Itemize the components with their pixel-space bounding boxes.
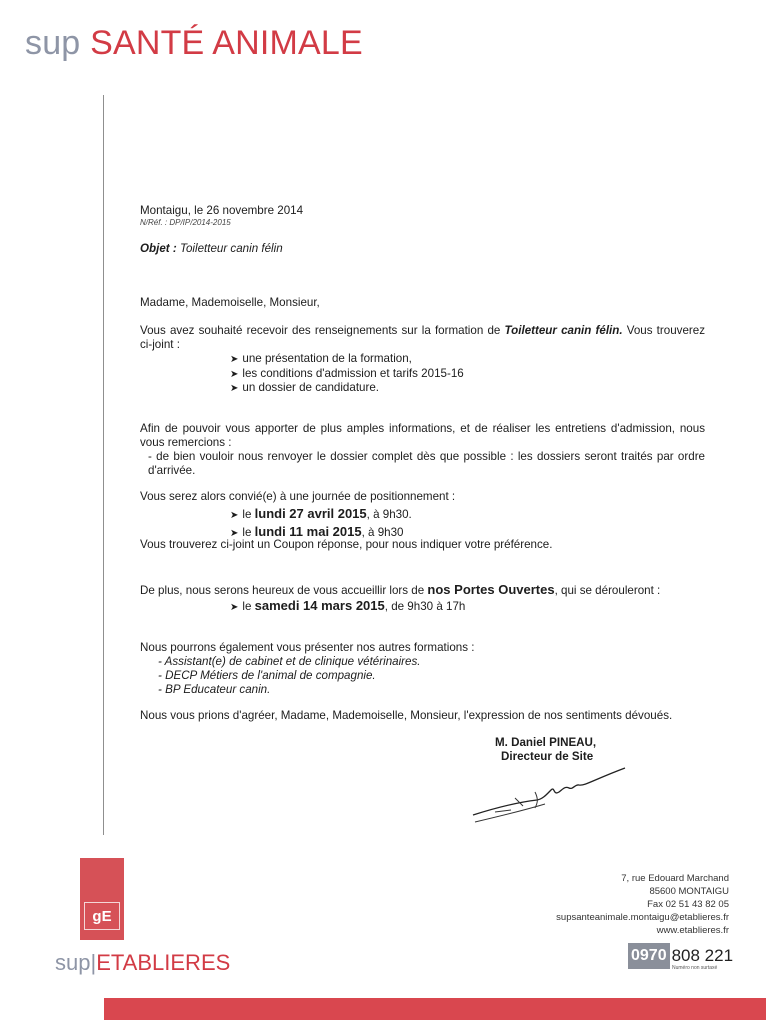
date-bold: lundi 27 avril 2015 bbox=[254, 506, 367, 521]
admission-item: - de bien vouloir nous renvoyer le dossier complet dès que possible : les dossiers seront traités par ordre d'arrivée. bbox=[148, 450, 705, 477]
object-value: Toiletteur canin félin bbox=[179, 242, 283, 255]
other-trainings-paragraph: Nous pourrons également vous présenter nos autres formations : bbox=[140, 641, 475, 654]
enclosure-item: ➤ une présentation de la formation, bbox=[230, 352, 412, 365]
footer-address bbox=[556, 872, 729, 937]
email-link[interactable]: supsanteanimale.montaigu@etablieres.fr bbox=[556, 912, 729, 923]
logo-letters: gE bbox=[84, 902, 120, 930]
signature-image bbox=[465, 760, 635, 830]
admission-paragraph: Afin de pouvoir vous apporter de plus amples informations, et de réaliser les entretiens d'admission, nous vous remercions : bbox=[140, 422, 705, 449]
signatory-name: M. Daniel PINEAU, bbox=[495, 736, 597, 749]
open-day-bold: samedi 14 mars 2015 bbox=[254, 598, 385, 613]
arrow-icon: ➤ bbox=[230, 602, 239, 613]
phone-prefix: 0970 bbox=[628, 943, 670, 969]
intro-text-end: Vous trouverez ci-joint : bbox=[140, 324, 706, 351]
closing-paragraph: Nous vous prions d'agréer, Madame, Mademoiselle, Monsieur, l'expression de nos sentiments dévoués. bbox=[140, 709, 673, 722]
intro-formation: Toiletteur canin félin. bbox=[504, 324, 623, 337]
enclosure-item: ➤ un dossier de candidature. bbox=[230, 381, 380, 394]
date-item: ➤ le lundi 11 mai 2015, à 9h30 bbox=[230, 524, 404, 539]
enclosure-list bbox=[230, 352, 464, 396]
date-item: ➤ le lundi 27 avril 2015, à 9h30. bbox=[230, 506, 412, 521]
brand-prefix: sup bbox=[25, 24, 81, 62]
margin-rule bbox=[103, 95, 104, 835]
enclosure-item: ➤ les conditions d'admission et tarifs 2015-16 bbox=[230, 366, 464, 380]
etablieres-logo-text: sup|ETABLIERES bbox=[55, 950, 231, 975]
signatory-title: Directeur de Site bbox=[501, 750, 594, 763]
brand-title: SANTÉ ANIMALE bbox=[90, 24, 363, 62]
open-days-bold: nos Portes Ouvertes bbox=[427, 582, 555, 597]
training-item: - BP Educateur canin. bbox=[158, 683, 271, 696]
intro-paragraph bbox=[140, 324, 705, 352]
positioning-dates bbox=[230, 506, 412, 542]
other-trainings-list bbox=[140, 655, 421, 697]
arrow-icon: ➤ bbox=[230, 368, 239, 380]
date-bold: lundi 11 mai 2015 bbox=[254, 524, 362, 539]
salutation: Madame, Mademoiselle, Monsieur, bbox=[140, 296, 320, 309]
open-days-paragraph: De plus, nous serons heureux de vous accueillir lors de nos Portes Ouvertes, qui se dérouleront : bbox=[140, 582, 661, 597]
object-label: Objet : bbox=[140, 242, 177, 255]
address-line: 85600 MONTAIGU bbox=[649, 886, 729, 897]
phone-number bbox=[628, 943, 733, 977]
intro-text: Vous avez souhaité recevoir des renseignements sur la formation de bbox=[140, 324, 505, 337]
phone-note: Numéro non surtaxé bbox=[672, 965, 718, 971]
reference: N/Réf. : DP/IP/2014-2015 bbox=[140, 218, 231, 227]
object-line bbox=[140, 242, 283, 256]
phone-suffix: 808 221 bbox=[671, 946, 734, 965]
arrow-icon: ➤ bbox=[230, 510, 239, 521]
positioning-paragraph: Vous serez alors convié(e) à une journée de positionnement : bbox=[140, 490, 456, 503]
training-item: - DECP Métiers de l'animal de compagnie. bbox=[158, 669, 376, 682]
bottom-accent-bar bbox=[104, 998, 766, 1020]
address-line: 7, rue Edouard Marchand bbox=[621, 873, 729, 884]
open-day-date: ➤ le samedi 14 mars 2015, de 9h30 à 17h bbox=[230, 598, 466, 613]
training-item: - Assistant(e) de cabinet et de clinique vétérinaires. bbox=[158, 655, 421, 668]
place-date: Montaigu, le 26 novembre 2014 bbox=[140, 204, 304, 217]
arrow-icon: ➤ bbox=[230, 528, 239, 539]
arrow-icon: ➤ bbox=[230, 354, 239, 365]
etablieres-logo-block bbox=[80, 858, 124, 940]
fax-line: Fax 02 51 43 82 05 bbox=[647, 899, 729, 910]
coupon-paragraph: Vous trouverez ci-joint un Coupon réponse, pour nous indiquer votre préférence. bbox=[140, 538, 553, 551]
brand-header bbox=[25, 24, 363, 63]
arrow-icon: ➤ bbox=[230, 383, 239, 394]
website-link[interactable]: www.etablieres.fr bbox=[656, 925, 729, 936]
